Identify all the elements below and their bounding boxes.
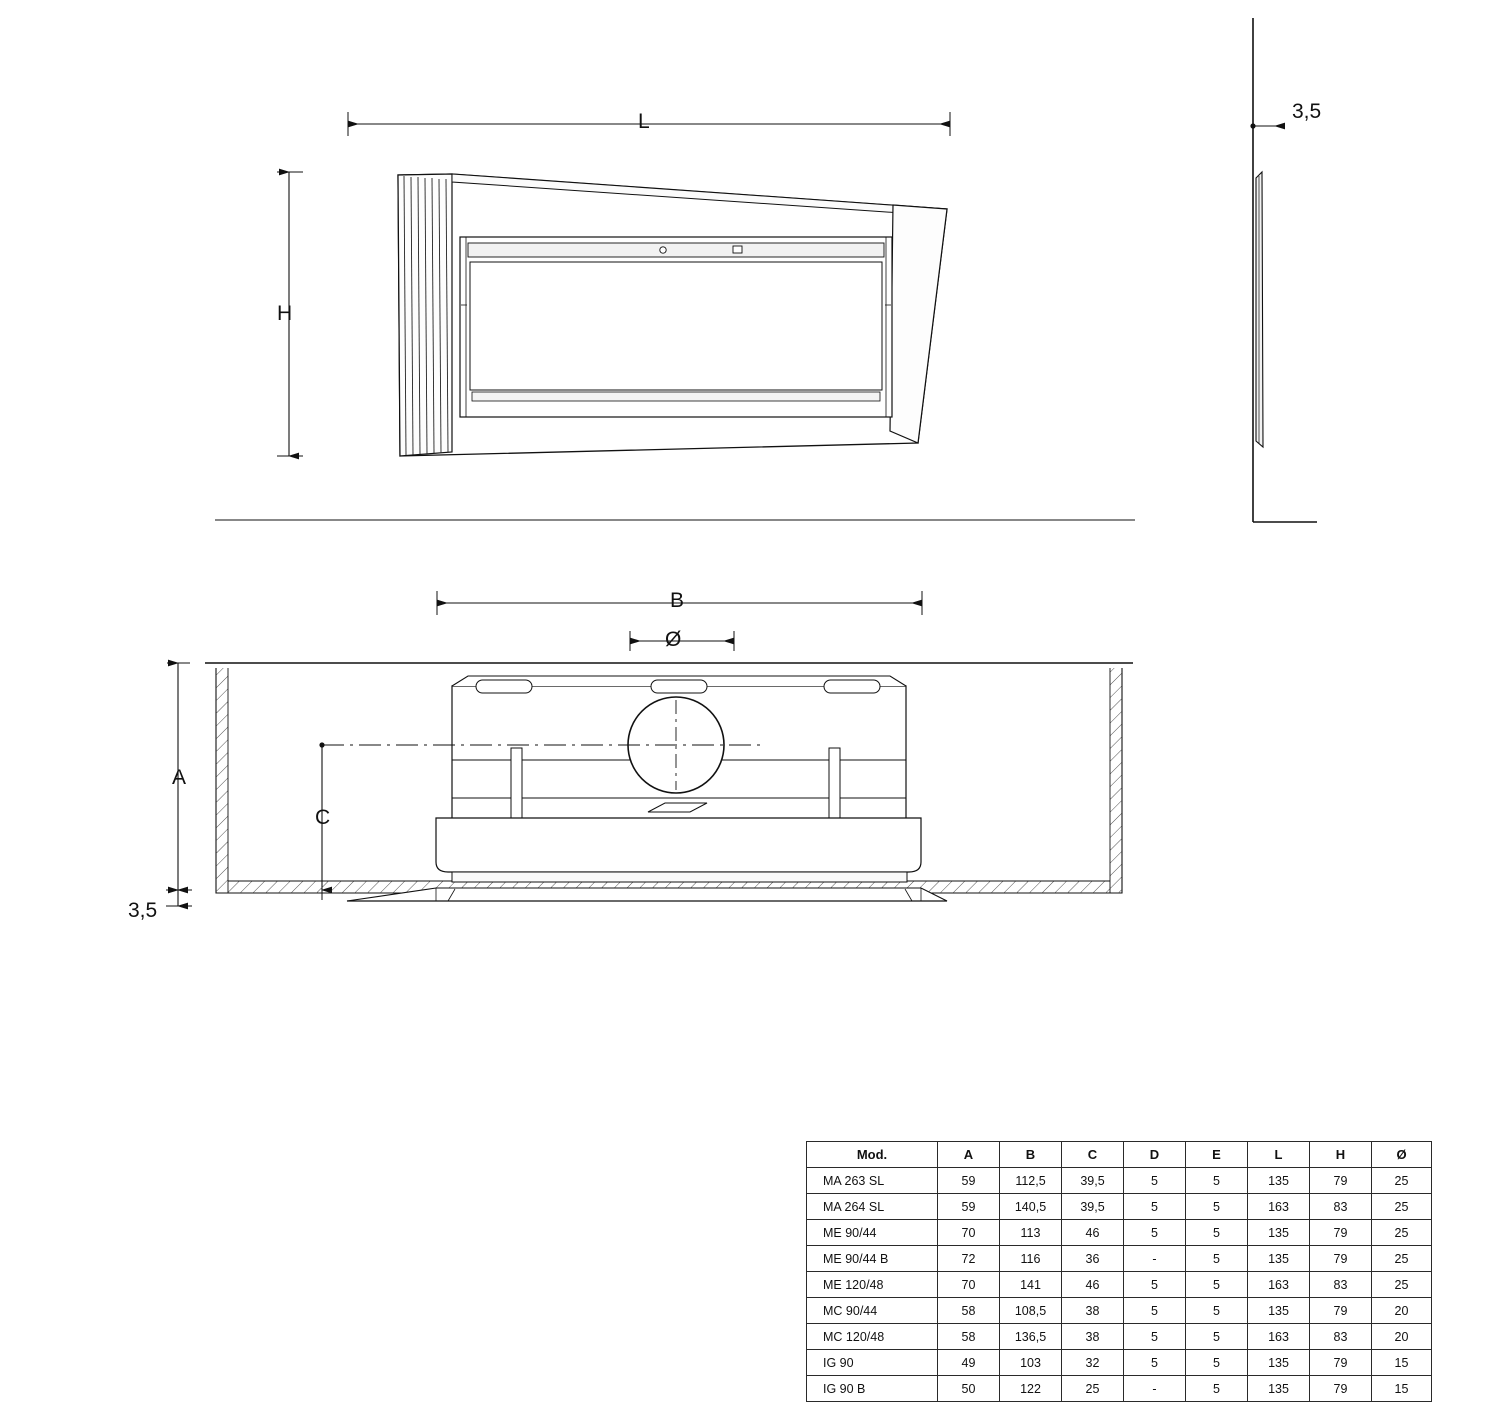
cell-diameter: 25 xyxy=(1372,1246,1432,1272)
cell-d: 5 xyxy=(1124,1194,1186,1220)
cell-l: 135 xyxy=(1248,1168,1310,1194)
cell-b: 136,5 xyxy=(1000,1324,1062,1350)
th-d: D xyxy=(1124,1142,1186,1168)
cell-a: 70 xyxy=(938,1220,1000,1246)
cell-d: 5 xyxy=(1124,1220,1186,1246)
table-row xyxy=(807,1324,1432,1350)
dimension-diameter xyxy=(630,631,734,651)
cell-b: 103 xyxy=(1000,1350,1062,1376)
cell-l: 135 xyxy=(1248,1376,1310,1402)
cell-e: 5 xyxy=(1186,1324,1248,1350)
th-a: A xyxy=(938,1142,1000,1168)
cell-e: 5 xyxy=(1186,1272,1248,1298)
cell-d: 5 xyxy=(1124,1168,1186,1194)
label-L: L xyxy=(638,110,650,133)
cell-a: 70 xyxy=(938,1272,1000,1298)
cell-a: 58 xyxy=(938,1324,1000,1350)
table-row xyxy=(807,1168,1432,1194)
cell-d: 5 xyxy=(1124,1272,1186,1298)
cell-b: 112,5 xyxy=(1000,1168,1062,1194)
th-diameter: Ø xyxy=(1372,1142,1432,1168)
cell-h: 79 xyxy=(1310,1168,1372,1194)
cell-l: 135 xyxy=(1248,1220,1310,1246)
cell-a: 59 xyxy=(938,1168,1000,1194)
cell-model: ME 120/48 xyxy=(807,1272,938,1298)
cell-e: 5 xyxy=(1186,1220,1248,1246)
label-side-thickness: 3,5 xyxy=(1292,100,1322,123)
cell-diameter: 25 xyxy=(1372,1194,1432,1220)
hood-front-body xyxy=(398,174,947,456)
cell-d: - xyxy=(1124,1376,1186,1402)
cell-diameter: 20 xyxy=(1372,1298,1432,1324)
label-C: C xyxy=(315,806,331,829)
cell-e: 5 xyxy=(1186,1246,1248,1272)
cell-diameter: 15 xyxy=(1372,1376,1432,1402)
cell-d: 5 xyxy=(1124,1324,1186,1350)
table-row xyxy=(807,1220,1432,1246)
table-header-row xyxy=(807,1142,1432,1168)
cell-b: 113 xyxy=(1000,1220,1062,1246)
cell-model: IG 90 xyxy=(807,1350,938,1376)
cell-h: 79 xyxy=(1310,1246,1372,1272)
cell-diameter: 20 xyxy=(1372,1324,1432,1350)
cell-c: 46 xyxy=(1062,1220,1124,1246)
cell-c: 46 xyxy=(1062,1272,1124,1298)
th-b: B xyxy=(1000,1142,1062,1168)
cell-c: 39,5 xyxy=(1062,1168,1124,1194)
cell-c: 36 xyxy=(1062,1246,1124,1272)
cell-c: 32 xyxy=(1062,1350,1124,1376)
cell-a: 59 xyxy=(938,1194,1000,1220)
cell-l: 135 xyxy=(1248,1350,1310,1376)
table-row xyxy=(807,1246,1432,1272)
hood-side-view xyxy=(1253,18,1317,522)
cell-h: 79 xyxy=(1310,1220,1372,1246)
th-model: Mod. xyxy=(807,1142,938,1168)
table-row xyxy=(807,1298,1432,1324)
cell-a: 49 xyxy=(938,1350,1000,1376)
label-A: A xyxy=(172,766,187,789)
cell-model: MC 120/48 xyxy=(807,1324,938,1350)
th-c: C xyxy=(1062,1142,1124,1168)
cell-l: 135 xyxy=(1248,1298,1310,1324)
cell-h: 83 xyxy=(1310,1324,1372,1350)
th-e: E xyxy=(1186,1142,1248,1168)
cell-l: 163 xyxy=(1248,1194,1310,1220)
cell-h: 79 xyxy=(1310,1298,1372,1324)
cell-model: ME 90/44 B xyxy=(807,1246,938,1272)
cell-a: 58 xyxy=(938,1298,1000,1324)
cell-l: 135 xyxy=(1248,1246,1310,1272)
model-dimensions-table-wrap xyxy=(806,1141,1500,1402)
cell-b: 108,5 xyxy=(1000,1298,1062,1324)
cell-b: 122 xyxy=(1000,1376,1062,1402)
cell-c: 38 xyxy=(1062,1324,1124,1350)
cell-b: 116 xyxy=(1000,1246,1062,1272)
cell-e: 5 xyxy=(1186,1376,1248,1402)
cell-d: 5 xyxy=(1124,1350,1186,1376)
table-row xyxy=(807,1350,1432,1376)
label-diameter: Ø xyxy=(665,628,682,651)
cell-e: 5 xyxy=(1186,1298,1248,1324)
cell-diameter: 25 xyxy=(1372,1220,1432,1246)
cell-l: 163 xyxy=(1248,1324,1310,1350)
cell-b: 140,5 xyxy=(1000,1194,1062,1220)
cell-model: IG 90 B xyxy=(807,1376,938,1402)
cell-diameter: 25 xyxy=(1372,1272,1432,1298)
cell-h: 79 xyxy=(1310,1376,1372,1402)
cell-h: 83 xyxy=(1310,1272,1372,1298)
label-B: B xyxy=(670,589,685,612)
cell-c: 25 xyxy=(1062,1376,1124,1402)
cell-l: 163 xyxy=(1248,1272,1310,1298)
label-plan-thickness: 3,5 xyxy=(128,899,158,922)
cell-model: ME 90/44 xyxy=(807,1220,938,1246)
th-h: H xyxy=(1310,1142,1372,1168)
table-row xyxy=(807,1376,1432,1402)
th-l: L xyxy=(1248,1142,1310,1168)
cell-e: 5 xyxy=(1186,1194,1248,1220)
cell-d: - xyxy=(1124,1246,1186,1272)
plan-section-geometry xyxy=(205,663,1133,901)
table-row xyxy=(807,1194,1432,1220)
cell-a: 72 xyxy=(938,1246,1000,1272)
dimension-thickness-bottom xyxy=(166,890,192,906)
cell-diameter: 25 xyxy=(1372,1168,1432,1194)
cell-h: 83 xyxy=(1310,1194,1372,1220)
cell-c: 38 xyxy=(1062,1298,1124,1324)
table-row xyxy=(807,1272,1432,1298)
cell-d: 5 xyxy=(1124,1298,1186,1324)
cell-h: 79 xyxy=(1310,1350,1372,1376)
cell-a: 50 xyxy=(938,1376,1000,1402)
cell-e: 5 xyxy=(1186,1350,1248,1376)
cell-c: 39,5 xyxy=(1062,1194,1124,1220)
cell-model: MA 264 SL xyxy=(807,1194,938,1220)
cell-b: 141 xyxy=(1000,1272,1062,1298)
label-H: H xyxy=(277,302,293,325)
cell-model: MC 90/44 xyxy=(807,1298,938,1324)
model-dimensions-table xyxy=(806,1141,1432,1402)
cell-e: 5 xyxy=(1186,1168,1248,1194)
cell-diameter: 15 xyxy=(1372,1350,1432,1376)
cell-model: MA 263 SL xyxy=(807,1168,938,1194)
